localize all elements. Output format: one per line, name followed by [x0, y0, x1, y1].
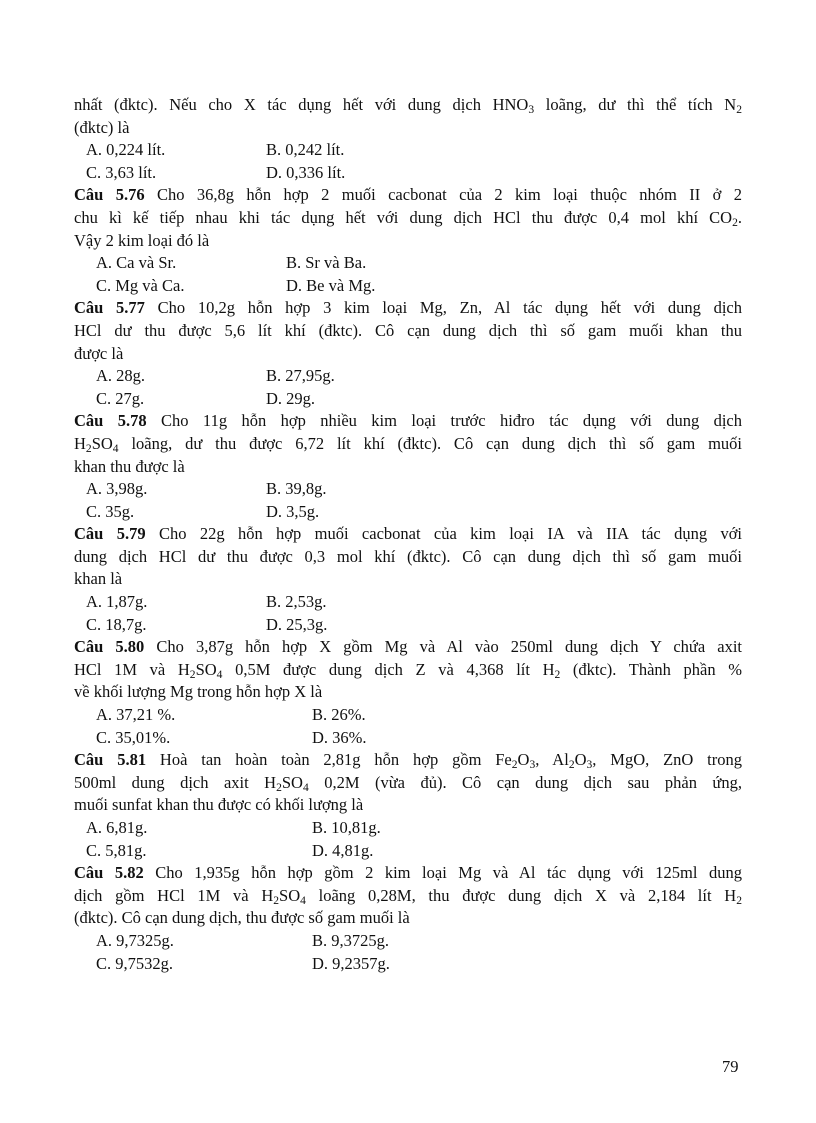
options-row	[74, 478, 742, 501]
option-c: C. 3,63 lít.	[86, 162, 157, 182]
options-row	[74, 840, 742, 863]
question-number: Câu 5.76	[74, 185, 145, 205]
options-row	[74, 727, 742, 750]
option-d: D. 0,336 lít.	[266, 162, 346, 182]
option-a: A. 3,98g.	[86, 479, 148, 499]
question-5-78-line-1: Câu 5.78 Cho 11g hỗn hợp nhiều kim loại trước hiđro tác dụng với dung dịch	[74, 411, 742, 431]
options-row	[74, 365, 742, 388]
question-5-78-line-2: $H_2SO_4$ loãng, dư thu được 6,72 lít khí (đktc). Cô cạn dung dịch thì số gam muối	[74, 433, 742, 455]
option-d: D. 36%.	[312, 727, 367, 747]
option-c: C. 35g.	[86, 501, 135, 521]
option-b: B. 2,53g.	[266, 592, 327, 612]
question-5-76-line-1: Câu 5.76 Cho 36,8g hỗn hợp 2 muối cacbonat của 2 kim loại thuộc nhóm II ở 2	[74, 185, 742, 205]
option-b: B. 26%.	[312, 705, 366, 725]
option-c: C. Mg và Ca.	[96, 275, 185, 295]
page-content	[74, 94, 742, 975]
options-row	[74, 953, 742, 976]
question-number: Câu 5.79	[74, 524, 146, 544]
options-row	[74, 252, 742, 275]
question-5-79-line-1: Câu 5.79 Cho 22g hỗn hợp muối cacbonat của kim loại IA và IIA tác dụng với	[74, 524, 743, 544]
question-5-80-line-2: HCl 1M và $H_2SO_4$ 0,5M được dung dịch Z và 4,368 lít $H_2$ (đktc). Thành phần %	[74, 659, 742, 681]
option-d: D. 9,2357g.	[312, 953, 390, 973]
option-c: C. 5,81g.	[86, 840, 147, 860]
option-c: C. 27g.	[96, 388, 145, 408]
question-5-80-line-3: về khối lượng Mg trong hỗn hợp X là	[74, 682, 323, 702]
options-row	[74, 388, 742, 411]
options-row	[74, 704, 742, 727]
question-5-79-line-2: dung dịch HCl dư thu được 0,3 mol khí (đktc). Cô cạn dung dịch thì số gam muối	[74, 546, 742, 566]
question-number: Câu 5.78	[74, 411, 147, 431]
options-row	[74, 162, 742, 185]
intro-line-2: (đktc) là	[74, 117, 130, 137]
option-c: C. 9,7532g.	[96, 953, 174, 973]
page-number: 79	[722, 1057, 739, 1076]
option-d: D. 3,5g.	[266, 501, 320, 521]
option-d: D. 29g.	[266, 388, 316, 408]
option-a: A. 28g.	[96, 366, 146, 386]
question-5-81-line-3: muối sunfat khan thu được có khối lượng là	[74, 795, 364, 815]
option-c: C. 18,7g.	[86, 614, 147, 634]
question-5-82-line-3: (đktc). Cô cạn dung dịch, thu được số gam muối là	[74, 908, 410, 928]
question-5-77-line-3: được là	[74, 343, 124, 363]
option-b: B. 9,3725g.	[312, 930, 390, 950]
option-a: A. 6,81g.	[86, 818, 148, 837]
question-5-82-line-2: dịch gồm HCl 1M và $H_2SO_4$ loãng 0,28M, thu được dung dịch X và 2,184 lít $H_2$	[74, 885, 742, 907]
intro-line-1: nhất (đktc). Nếu cho X tác dụng hết với dung dịch $HNO_3$ loãng, dư thì thể tích $N_2$	[74, 95, 742, 116]
question-number: Câu 5.82	[74, 863, 144, 883]
question-5-76-line-2: chu kì kế tiếp nhau khi tác dụng hết với dung dịch HCl thu được 0,4 mol khí $CO_2$.	[74, 207, 742, 229]
option-b: B. 0,242 lít.	[266, 140, 345, 160]
option-b: B. 27,95g.	[266, 366, 335, 386]
options-row	[74, 591, 742, 614]
options-row	[74, 139, 742, 162]
options-row	[74, 930, 742, 953]
question-5-76-line-3: Vậy 2 kim loại đó là	[74, 230, 210, 250]
option-c: C. 35,01%.	[96, 727, 171, 747]
option-b: B. Sr và Ba.	[286, 253, 367, 273]
question-5-77-line-1: Câu 5.77 Cho 10,2g hỗn hợp 3 kim loại Mg, Zn, Al tác dụng hết với dung dịch	[74, 298, 743, 318]
option-a: A. 1,87g.	[86, 592, 148, 612]
options-row	[74, 614, 742, 637]
options-row	[74, 817, 742, 840]
question-number: Câu 5.80	[74, 637, 145, 657]
options-row	[74, 501, 742, 524]
question-number: Câu 5.81	[74, 750, 147, 770]
options-row	[74, 275, 742, 298]
option-a: A. 9,7325g.	[96, 930, 174, 950]
option-a: A. Ca và Sr.	[96, 253, 177, 273]
question-5-81-line-2: 500ml dung dịch axit $H_2SO_4$ 0,2M (vừa đủ). Cô cạn dung dịch sau phản ứng,	[74, 772, 743, 794]
question-5-78-line-3: khan thu được là	[74, 456, 185, 476]
question-5-82-line-1: Câu 5.82 Cho 1,935g hỗn hợp gồm 2 kim loại Mg và Al tác dụng với 125ml dung	[74, 863, 742, 883]
question-number: Câu 5.77	[74, 298, 145, 318]
question-5-79-line-3: khan là	[74, 569, 123, 589]
option-a: A. 37,21 %.	[96, 705, 176, 725]
option-b: B. 10,81g.	[312, 818, 381, 837]
option-d: D. 4,81g.	[312, 840, 374, 860]
option-a: A. 0,224 lít.	[86, 140, 166, 160]
option-b: B. 39,8g.	[266, 479, 327, 499]
question-5-80-line-1: Câu 5.80 Cho 3,87g hỗn hợp X gồm Mg và Al vào 250ml dung dịch Y chứa axit	[74, 637, 742, 657]
option-d: D. Be và Mg.	[286, 275, 376, 295]
question-5-81-line-1: Câu 5.81 Hoà tan hoàn toàn 2,81g hỗn hợp gồm $Fe_2O_3$, $Al_2O_3$, MgO, ZnO trong	[74, 750, 742, 772]
question-5-77-line-2: HCl dư thu được 5,6 lít khí (đktc). Cô cạn dung dịch thì số gam muối khan thu	[74, 320, 742, 340]
option-d: D. 25,3g.	[266, 614, 328, 634]
